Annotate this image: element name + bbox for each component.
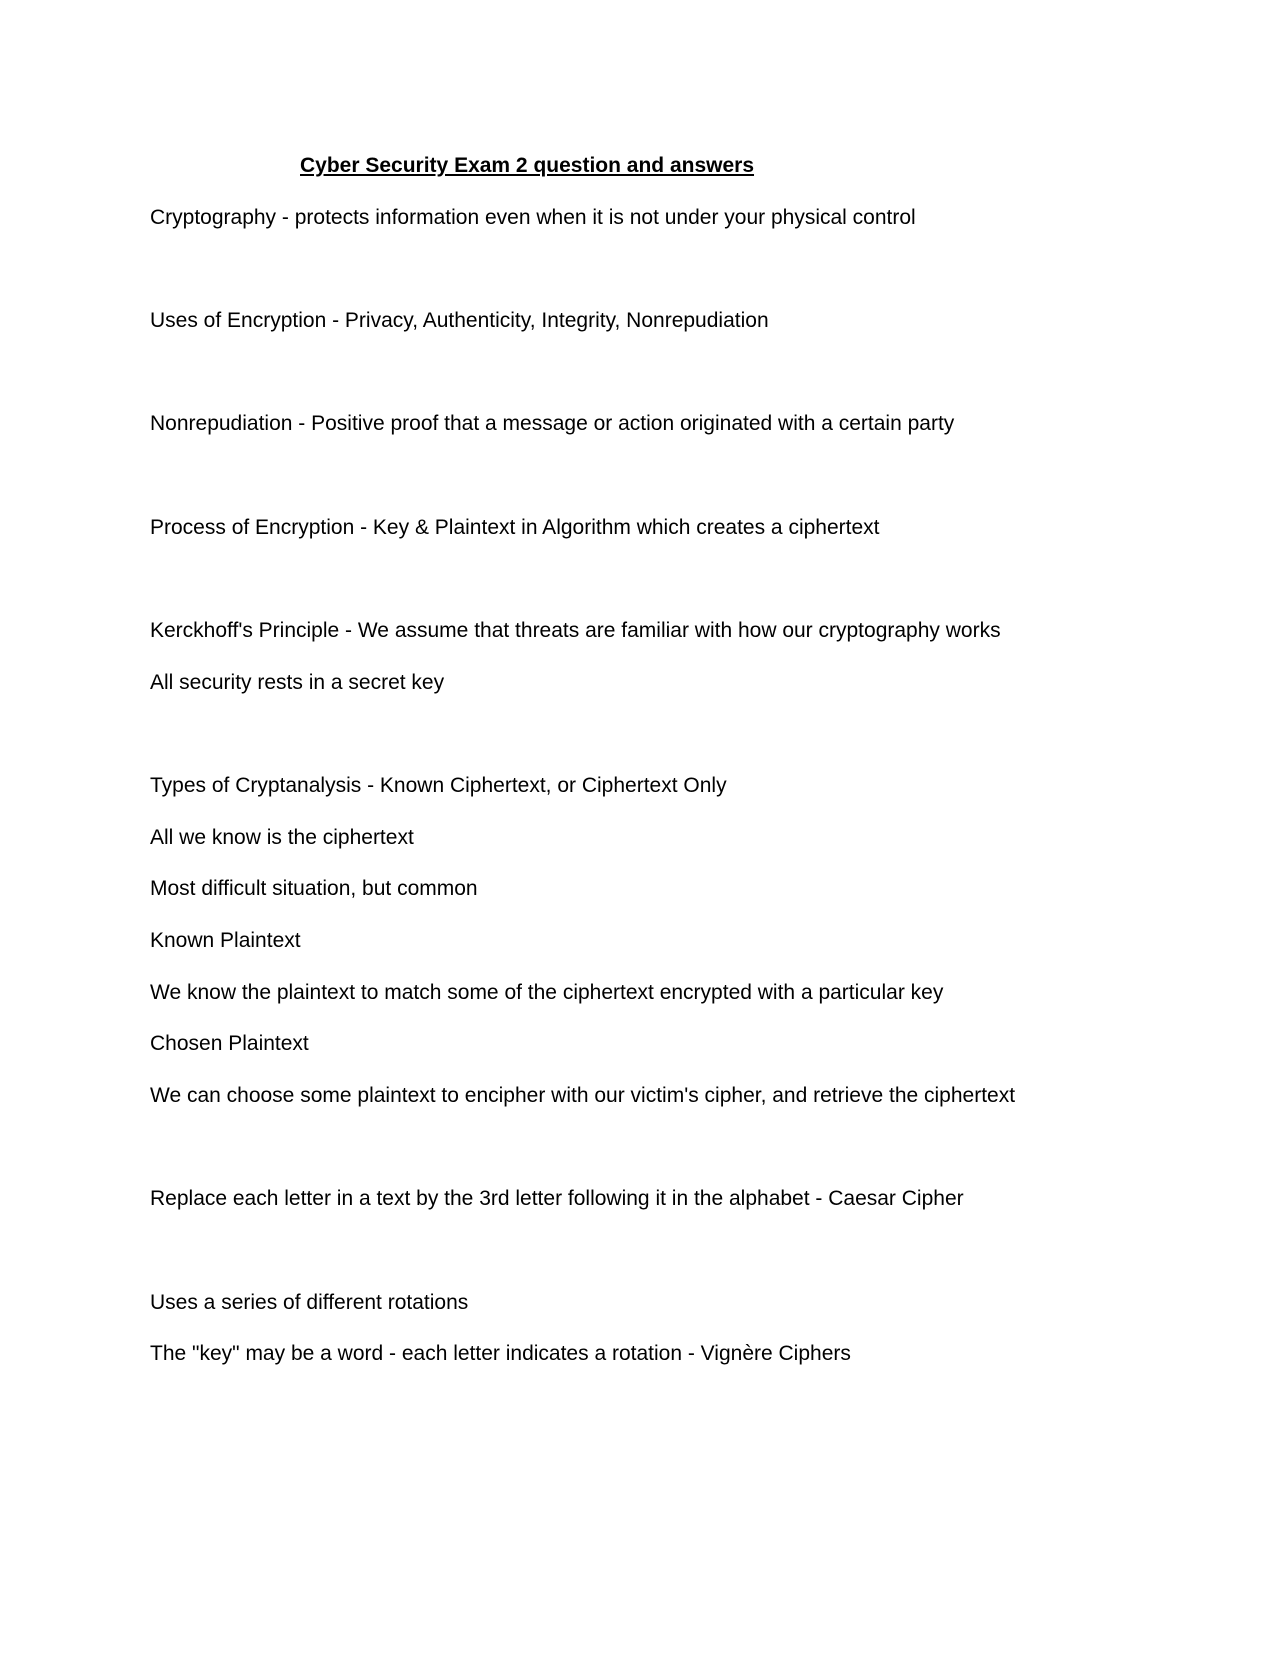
text-line: Replace each letter in a text by the 3rd letter following it in the alphabet - Caesar Cipher: [150, 1187, 964, 1210]
text-line: All security rests in a secret key: [150, 671, 445, 694]
text-line: We know the plaintext to match some of the ciphertext encrypted with a particular key: [150, 981, 944, 1004]
document-title: Cyber Security Exam 2 question and answers: [300, 154, 755, 177]
text-line: Types of Cryptanalysis - Known Ciphertext, or Ciphertext Only: [150, 774, 727, 797]
text-line: The "key" may be a word - each letter indicates a rotation - Vignère Ciphers: [150, 1342, 851, 1365]
text-line: Chosen Plaintext: [150, 1032, 309, 1055]
text-line: Uses of Encryption - Privacy, Authenticity, Integrity, Nonrepudiation: [150, 309, 769, 332]
text-line: Nonrepudiation - Positive proof that a message or action originated with a certain party: [150, 412, 955, 435]
text-line: Known Plaintext: [150, 929, 301, 952]
text-line: Kerckhoff's Principle - We assume that threats are familiar with how our cryptography works: [150, 619, 1001, 642]
text-line: All we know is the ciphertext: [150, 826, 414, 849]
text-line: Most difficult situation, but common: [150, 877, 478, 900]
text-line: Cryptography - protects information even when it is not under your physical control: [150, 206, 916, 229]
text-line: We can choose some plaintext to encipher with our victim's cipher, and retrieve the ciphertext: [150, 1084, 1016, 1107]
text-line: Process of Encryption - Key & Plaintext in Algorithm which creates a ciphertext: [150, 516, 880, 539]
text-line: Uses a series of different rotations: [150, 1291, 469, 1314]
